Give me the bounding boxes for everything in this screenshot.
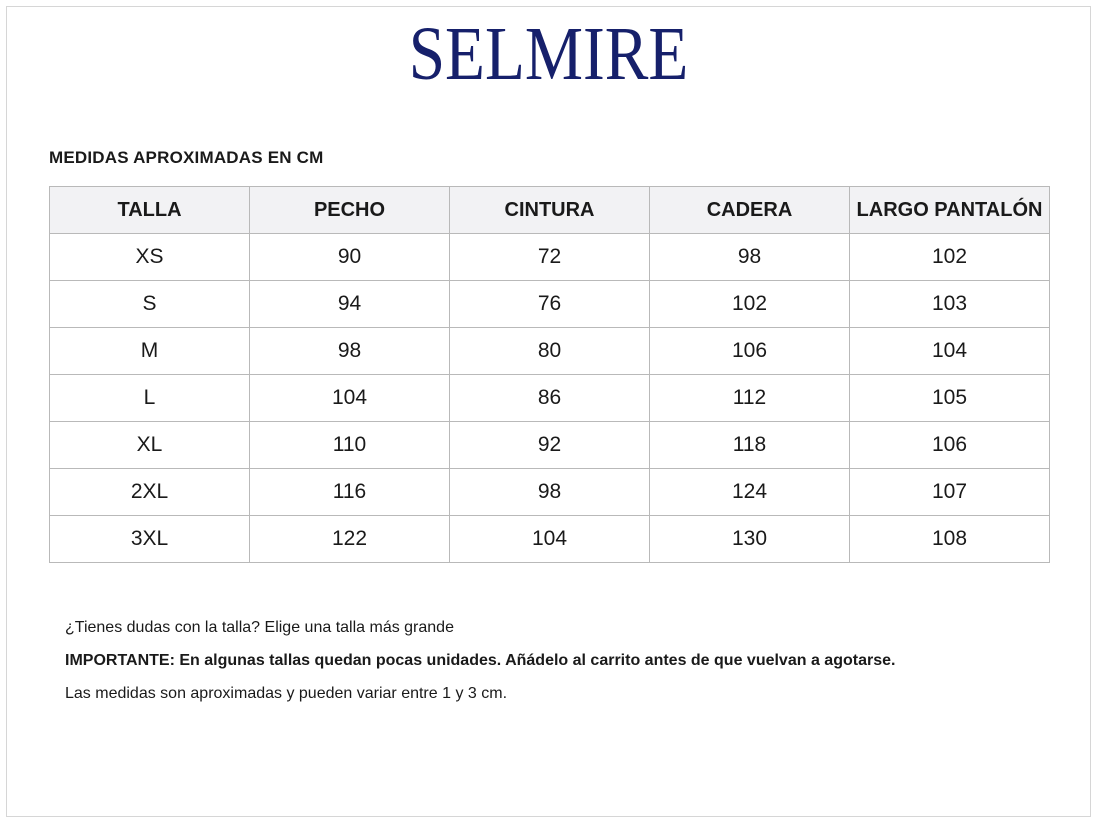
cell-cadera: 118	[650, 422, 850, 469]
table-row	[50, 375, 1050, 422]
cell-cintura: 92	[450, 422, 650, 469]
note-size-doubt: ¿Tienes dudas con la talla? Elige una talla más grande	[65, 619, 454, 636]
cell-pecho: 116	[250, 469, 450, 516]
cell-cadera: 98	[650, 234, 850, 281]
cell-largo-pantalon: 104	[850, 328, 1050, 375]
cell-talla: M	[50, 328, 250, 375]
table-row	[50, 469, 1050, 516]
cell-largo-pantalon: 107	[850, 469, 1050, 516]
cell-cintura: 80	[450, 328, 650, 375]
table-row	[50, 328, 1050, 375]
cell-talla: L	[50, 375, 250, 422]
note-important	[65, 651, 1065, 671]
cell-cadera: 112	[650, 375, 850, 422]
section-title: MEDIDAS APROXIMADAS EN CM	[49, 148, 324, 167]
cell-cintura: 86	[450, 375, 650, 422]
cell-cadera: 106	[650, 328, 850, 375]
cell-pecho: 98	[250, 328, 450, 375]
cell-pecho: 122	[250, 516, 450, 563]
header-largo-pantalon: LARGO PANTALÓN	[850, 187, 1050, 234]
cell-cadera: 102	[650, 281, 850, 328]
cell-talla: XL	[50, 422, 250, 469]
cell-talla: XS	[50, 234, 250, 281]
cell-pecho: 90	[250, 234, 450, 281]
brand-logo: SELMIRE	[408, 12, 689, 96]
cell-cintura: 98	[450, 469, 650, 516]
note-variation: Las medidas son aproximadas y pueden variar entre 1 y 3 cm.	[65, 685, 508, 702]
note-important-text: IMPORTANTE: En algunas tallas quedan pocas unidades. Añádelo al carrito antes de que vuelvan a agotarse.	[65, 652, 896, 669]
table-row	[50, 234, 1050, 281]
header-cadera: CADERA	[650, 187, 850, 234]
notes-block	[65, 618, 1065, 717]
cell-cintura: 72	[450, 234, 650, 281]
cell-cintura: 104	[450, 516, 650, 563]
cell-talla: 3XL	[50, 516, 250, 563]
cell-largo-pantalon: 108	[850, 516, 1050, 563]
size-chart-table	[49, 186, 1050, 563]
table-row	[50, 281, 1050, 328]
cell-cadera: 130	[650, 516, 850, 563]
cell-largo-pantalon: 106	[850, 422, 1050, 469]
header-talla: TALLA	[50, 187, 250, 234]
cell-largo-pantalon: 105	[850, 375, 1050, 422]
cell-talla: 2XL	[50, 469, 250, 516]
cell-pecho: 110	[250, 422, 450, 469]
cell-pecho: 94	[250, 281, 450, 328]
cell-largo-pantalon: 103	[850, 281, 1050, 328]
cell-cintura: 76	[450, 281, 650, 328]
cell-largo-pantalon: 102	[850, 234, 1050, 281]
cell-pecho: 104	[250, 375, 450, 422]
cell-cadera: 124	[650, 469, 850, 516]
header-pecho: PECHO	[250, 187, 450, 234]
table-row	[50, 422, 1050, 469]
cell-talla: S	[50, 281, 250, 328]
table-row	[50, 516, 1050, 563]
header-cintura: CINTURA	[450, 187, 650, 234]
table-header-row	[50, 187, 1050, 234]
